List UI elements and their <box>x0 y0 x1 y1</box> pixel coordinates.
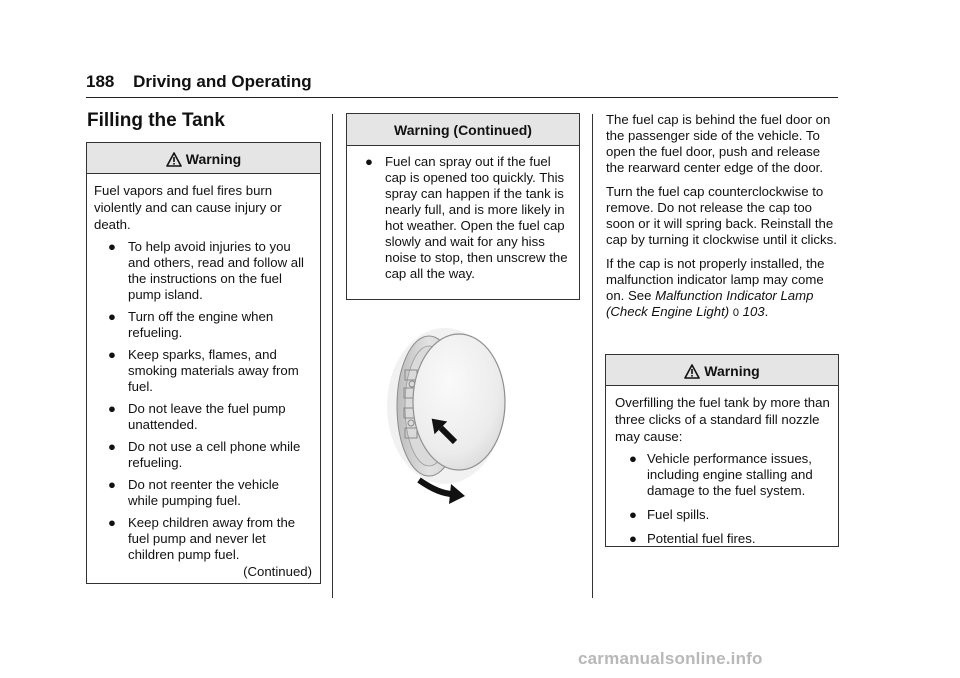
warning-intro: Overfilling the fuel tank by more than three clicks of a standard fill nozzle may cause: <box>615 395 830 444</box>
list-item-text: Do not leave the fuel pump unattended. <box>128 401 286 432</box>
warning-continued-header: Warning (Continued) <box>347 114 579 146</box>
warning-bullet-list <box>94 239 312 563</box>
list-item-text: Turn off the engine when refueling. <box>128 309 274 340</box>
page-ref-number[interactable]: 103 <box>742 304 765 319</box>
list-item <box>94 439 312 471</box>
warning-body <box>87 174 320 580</box>
page-header <box>86 72 312 92</box>
list-item-text: To help avoid injuries to you and others, read and follow all the instructions on the fuel pump island. <box>128 239 304 302</box>
list-item-text: Do not use a cell phone while refueling. <box>128 439 301 470</box>
list-item <box>94 347 312 395</box>
list-item-text: Potential fuel fires. <box>647 531 756 546</box>
warning-header <box>87 143 320 174</box>
bullet-glyph: ● <box>108 239 116 254</box>
bullet-glyph: ● <box>108 401 116 416</box>
list-item <box>94 401 312 433</box>
bullet-glyph: ● <box>108 439 116 454</box>
list-item <box>615 451 830 499</box>
chapter-title: Driving and Operating <box>133 72 312 91</box>
warning-box-fuel-vapors <box>86 142 321 584</box>
list-item-text: Vehicle performance issues, including engine stalling and damage to the fuel system. <box>647 451 813 498</box>
cap-removal-paragraph: Turn the fuel cap counterclockwise to remove. Do not release the cap too soon or it will spring back. Reinstall the cap by turning it clockwise until it clicks. <box>606 184 837 247</box>
fuel-cap-instructions <box>606 112 838 329</box>
cross-reference-link[interactable]: Malfunction Indicator Lamp (Check Engine Light) <box>606 288 814 319</box>
list-item <box>615 531 830 547</box>
list-item-text: Keep children away from the fuel pump and never let children pump fuel. <box>128 515 296 562</box>
warning-continued-bullet-list <box>355 154 571 282</box>
bullet-glyph: ● <box>108 515 116 530</box>
column-divider-left <box>332 114 333 598</box>
list-item-text: Do not reenter the vehicle while pumping fuel. <box>128 477 280 508</box>
continued-label: (Continued) <box>243 564 312 579</box>
warning-box-continued <box>346 113 580 300</box>
list-item <box>94 239 312 303</box>
list-item <box>94 309 312 341</box>
list-item <box>615 507 830 523</box>
fuel-cap-illustration <box>385 322 510 510</box>
section-title: Filling the Tank <box>87 110 225 131</box>
cap-install-paragraph: If the cap is not properly installed, the malfunction indicator lamp may come on. See Malfunction Indicator Lamp (Check Engine Light) 0 103. <box>606 256 825 319</box>
warning-body <box>606 386 838 547</box>
bullet-glyph: ● <box>629 451 637 466</box>
list-item-text: Keep sparks, flames, and smoking materials away from fuel. <box>128 347 299 394</box>
header-divider <box>86 97 838 98</box>
fuel-door-paragraph: The fuel cap is behind the fuel door on the passenger side of the vehicle. To open the fuel door, push and release the rearward center edge of the door. <box>606 112 831 175</box>
list-item <box>94 477 312 509</box>
list-item <box>355 154 571 282</box>
warning-intro: Fuel vapors and fuel fires burn violently and can cause injury or death. <box>94 183 282 232</box>
page-ref-icon: 0 <box>732 307 739 319</box>
column-divider-right <box>592 114 593 598</box>
warning-bullet-list <box>615 451 830 547</box>
bullet-glyph: ● <box>365 154 373 169</box>
list-item <box>94 515 312 563</box>
bullet-glyph: ● <box>108 309 116 324</box>
warning-icon <box>684 364 700 379</box>
warning-title: Warning <box>185 151 242 167</box>
bullet-glyph: ● <box>108 347 116 362</box>
warning-continued-body <box>347 146 579 282</box>
bullet-glyph: ● <box>108 477 116 492</box>
list-item-text: Fuel can spray out if the fuel cap is opened too quickly. This spray can happen if the tank is nearly full, and is more likely in hot weather. Open the fuel cap slowly and wait for any hiss noise to stop, then unscrew the cap all the way. <box>385 154 568 281</box>
warning-icon <box>166 152 182 167</box>
bullet-glyph: ● <box>629 531 637 546</box>
bullet-glyph: ● <box>629 507 637 522</box>
list-item-text: Fuel spills. <box>647 507 710 522</box>
warning-title: Warning <box>704 363 760 379</box>
watermark: carmanualsonline.info <box>578 649 763 668</box>
warning-box-overfilling <box>605 354 839 547</box>
warning-header <box>606 355 838 386</box>
page-number: 188 <box>86 72 115 91</box>
